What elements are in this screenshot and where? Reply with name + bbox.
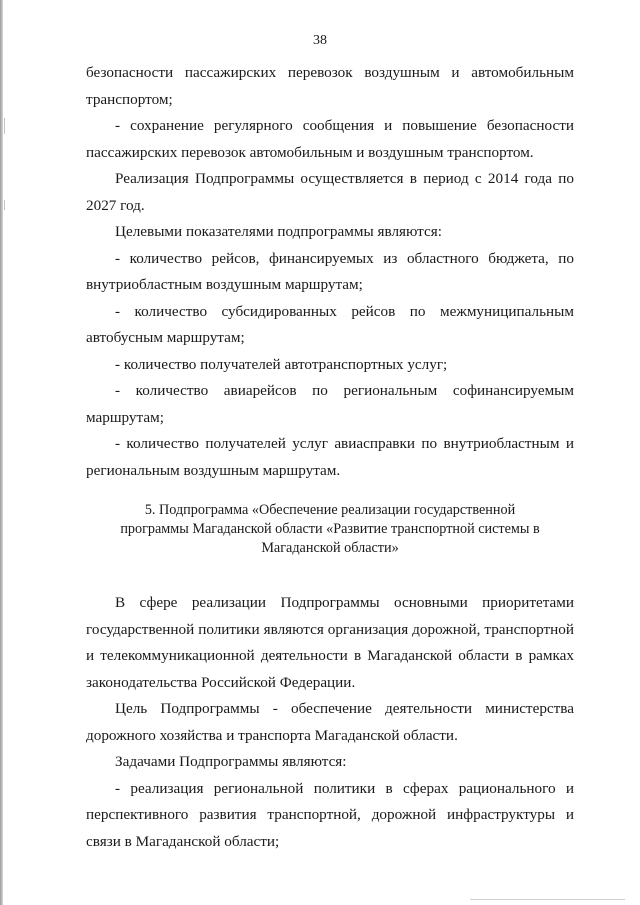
paragraph-tasks-intro: Задачами Подпрограммы являются: xyxy=(115,753,347,770)
page-number: 38 xyxy=(313,33,327,48)
paragraph-priorities: В сфере реализации Подпрограммы основными приоритетами государственной политики являются организация дорожной, транспортной и телекоммуникационной деятельности в Магаданской области в рамках законодательства Российской Федерации. xyxy=(86,594,574,691)
indicator-item: - количество субсидированных рейсов по межмуниципальным автобусным маршрутам; xyxy=(86,302,574,346)
paragraph-period: Реализация Подпрограммы осуществляется в период с 2014 года по 2027 год. xyxy=(86,170,574,214)
paragraph-goal: Цель Подпрограммы - обеспечение деятельности министерства дорожного хозяйства и транспорта Магаданской области. xyxy=(86,700,574,744)
indicator-item: - количество авиарейсов по региональным софинансируемым маршрутам; xyxy=(86,382,574,426)
document-body xyxy=(86,60,574,855)
section-heading-line: программы Магаданской области «Развитие транспортной системы в xyxy=(120,521,540,537)
indicator-item: - количество получателей услуг авиасправки по внутриобластным и региональным воздушным маршрутам. xyxy=(86,435,574,479)
scan-artifact xyxy=(4,118,5,134)
scan-left-edge xyxy=(0,0,3,905)
indicator-item: - количество получателей автотранспортных услуг; xyxy=(115,355,448,373)
scan-bottom-line xyxy=(470,899,625,900)
paragraph-continuation: безопасности пассажирских перевозок воздушным и автомобильным транспортом; xyxy=(86,64,574,108)
scan-artifact xyxy=(4,200,5,210)
section-heading-line: 5. Подпрограмма «Обеспечение реализации государственной xyxy=(144,502,516,518)
task-item: - реализация региональной политики в сферах рационального и перспективного развития транспортной, дорожной инфраструктуры и связи в Магаданской области; xyxy=(86,779,574,850)
section-heading-line: Магаданской области» xyxy=(261,540,399,556)
paragraph-indicators-intro: Целевыми показателями подпрограммы являются: xyxy=(115,223,442,240)
section-heading xyxy=(86,501,574,558)
list-item-paragraph: - сохранение регулярного сообщения и повышение безопасности пассажирских перевозок автомобильным и воздушным транспортом. xyxy=(86,117,574,161)
indicator-item: - количество рейсов, финансируемых из областного бюджета, по внутриобластным воздушным маршрутам; xyxy=(86,249,574,293)
